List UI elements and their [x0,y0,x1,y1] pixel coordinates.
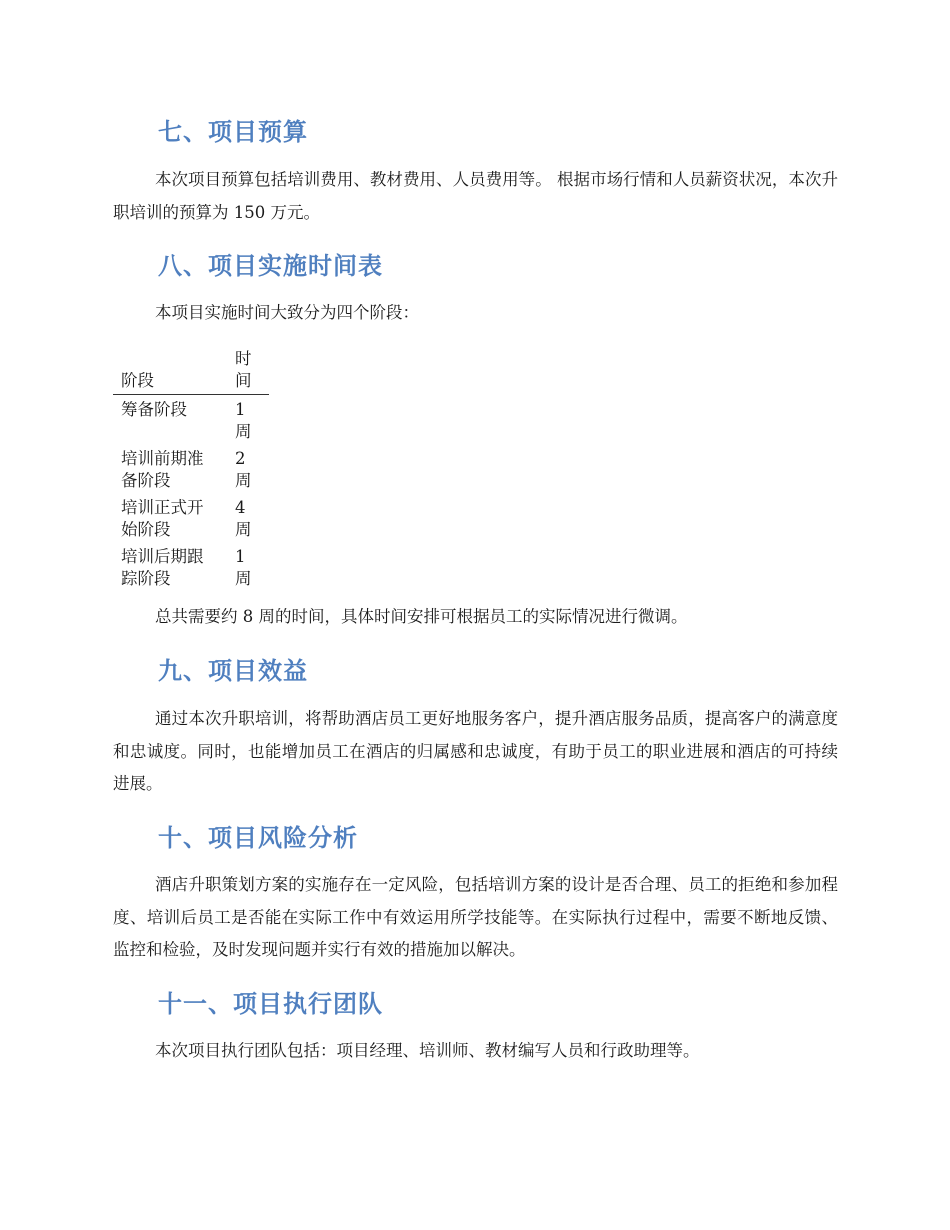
heading-team: 十一、项目执行团队 [158,990,383,1018]
paragraph-risk: 酒店升职策划方案的实施存在一定风险，包括培训方案的设计是否合理、员工的拒绝和参加程度、培训后员工是否能在实际工作中有效运用所学技能等。在实际执行过程中，需要不断地反馈、监控和检验，及时发现问题并实行有效的措施加以解决。 [113,875,838,959]
heading-schedule: 八、项目实施时间表 [158,252,383,280]
heading-risk: 十、项目风险分析 [158,824,358,852]
table-row [113,494,269,543]
header-time: 时间 [227,348,269,395]
stage-cell: 筹备阶段 [121,400,187,419]
table-row [113,395,269,446]
stage-cell: 培训正式开始阶段 [121,498,204,539]
paragraph-benefits: 通过本次升职培训，将帮助酒店员工更好地服务客户，提升酒店服务品质，提高客户的满意度和忠诚度。同时，也能增加员工在酒店的归属感和忠诚度，有助于员工的职业进展和酒店的可持续进展。 [113,709,838,793]
table-row [113,543,269,592]
heading-benefits: 九、项目效益 [158,657,308,685]
header-stage: 阶段 [113,348,227,395]
heading-budget: 七、项目预算 [158,118,308,146]
schedule-table [113,348,269,592]
stage-cell: 培训前期准备阶段 [121,449,204,490]
paragraph-team: 本次项目执行团队包括：项目经理、培训师、教材编写人员和行政助理等。 [155,1041,700,1060]
paragraph-schedule-intro: 本项目实施时间大致分为四个阶段： [155,303,419,322]
time-cell: 2 周 [235,449,252,490]
stage-cell: 培训后期跟踪阶段 [121,547,204,588]
paragraph-budget: 本次项目预算包括培训费用、教材费用、人员费用等。 根据市场行情和人员薪资状况，本次升职培训的预算为 150 万元。 [113,170,838,222]
paragraph-schedule-note: 总共需要约 8 周的时间，具体时间安排可根据员工的实际情况进行微调。 [155,607,688,626]
time-cell: 1 周 [235,400,252,441]
time-cell: 1 周 [235,547,252,588]
time-cell: 4 周 [235,498,252,539]
table-row [113,445,269,494]
table-header-row [113,348,269,395]
